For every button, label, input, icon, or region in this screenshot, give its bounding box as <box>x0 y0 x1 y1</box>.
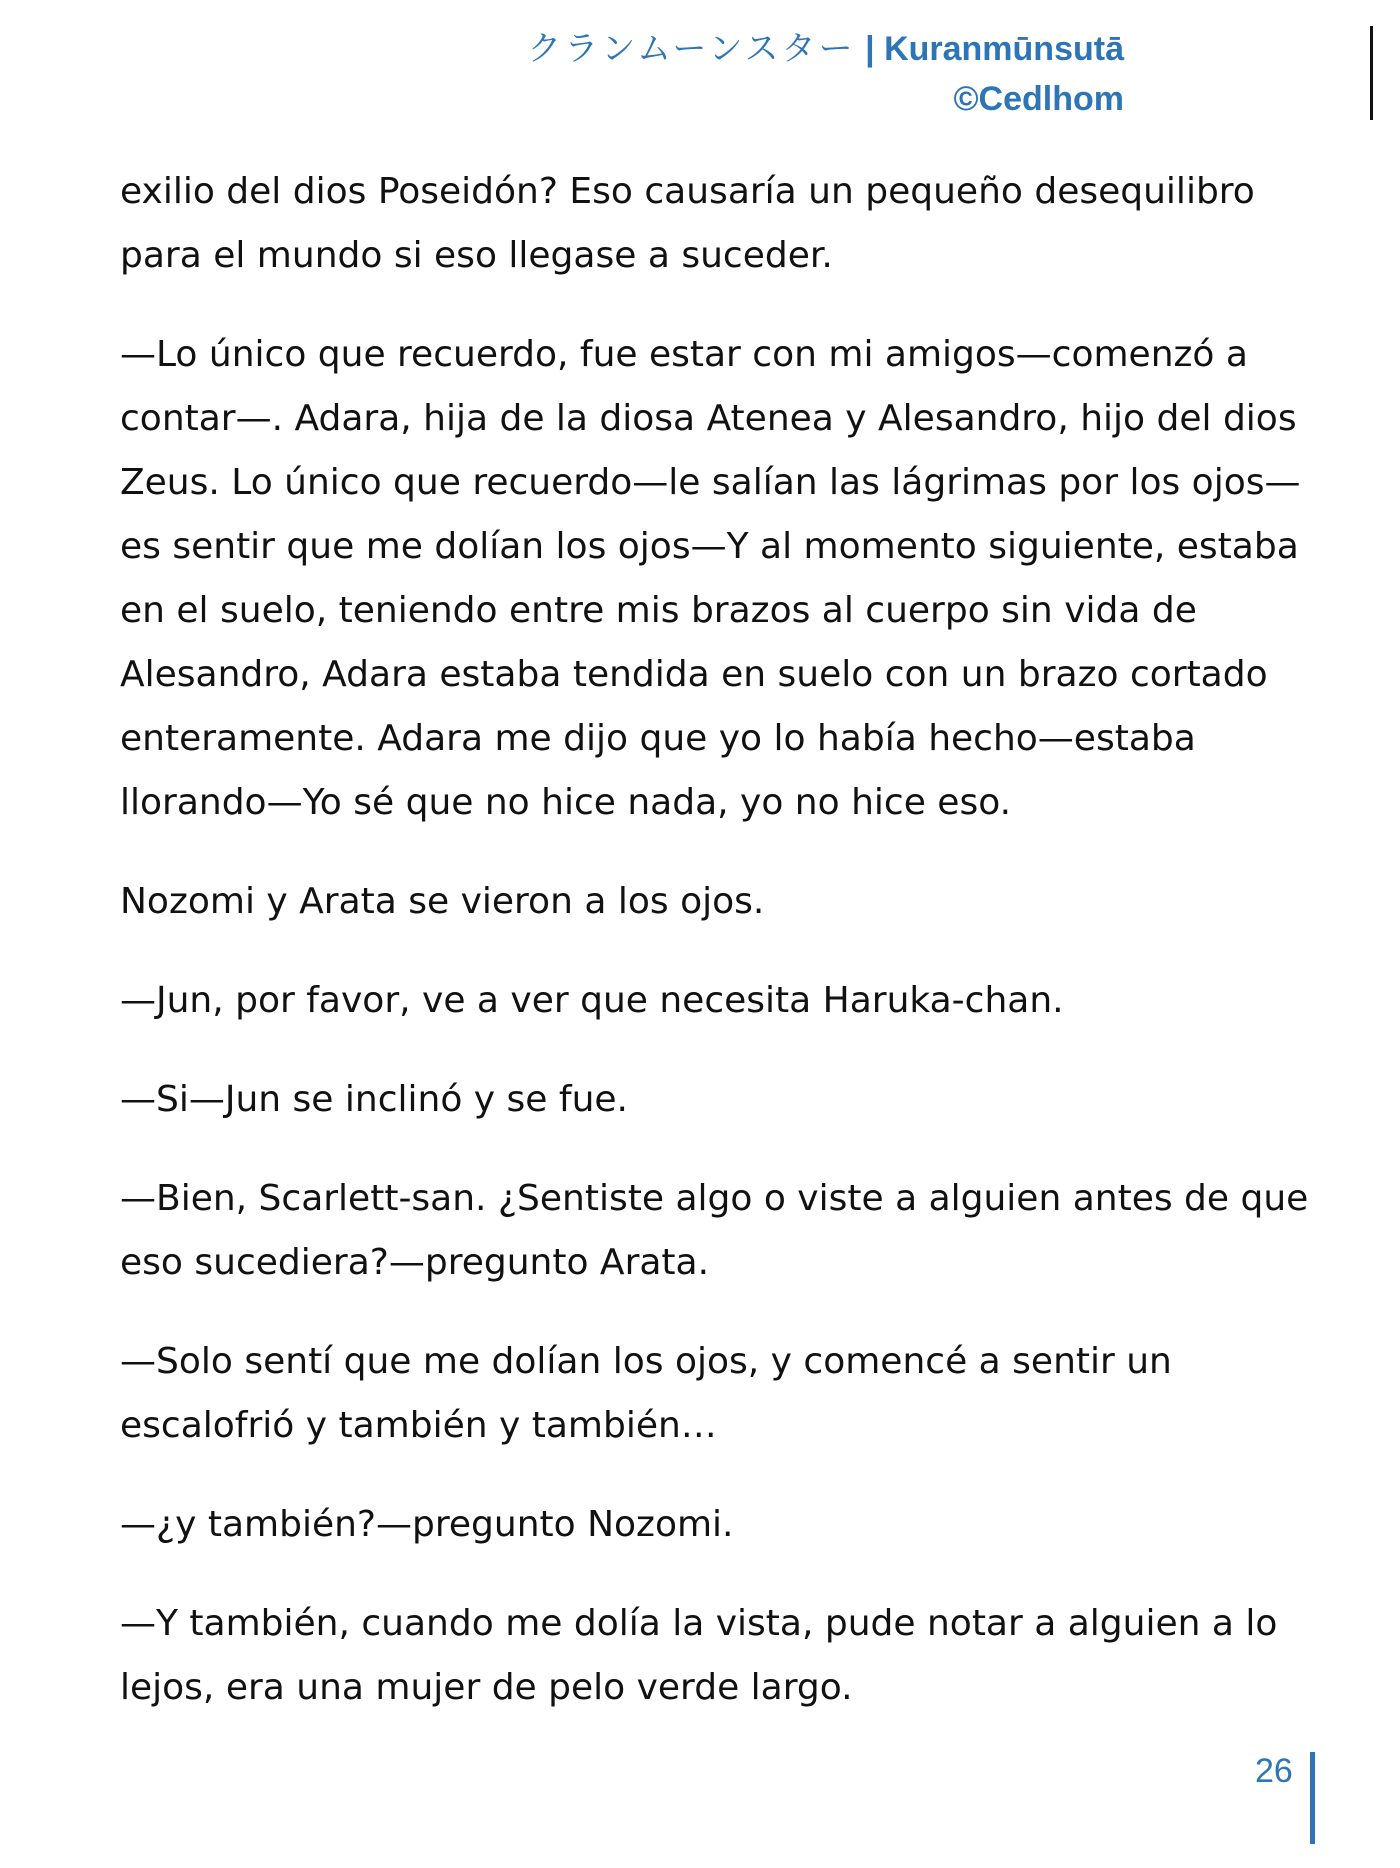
paragraph: —Si—Jun se inclinó y se fue. <box>120 1079 628 1120</box>
header-copyright: ©Cedlhom <box>953 80 1124 118</box>
page-body <box>120 160 1320 1755</box>
paragraph: —Y también, cuando me dolía la vista, pude notar a alguien a lo lejos, era una mujer de pelo verde largo. <box>120 1603 1278 1708</box>
paragraph: Nozomi y Arata se vieron a los ojos. <box>120 881 765 922</box>
paragraph: —Lo único que recuerdo, fue estar con mi amigos—comenzó a contar—. Adara, hija de la diosa Atenea y Alesandro, hijo del dios Zeus. Lo único que recuerdo—le salían las lágrimas por los ojos—es sentir que me dolían los ojos—Y al momento siguiente, estaba en el suelo, teniendo entre mis brazos al cuerpo sin vida de Alesandro, Adara estaba tendida en suelo con un brazo cortado enteramente. Adara me dijo que yo lo había hecho—estaba llorando—Yo sé que no hice nada, yo no hice eso. <box>120 334 1301 823</box>
header-separator: | <box>865 30 875 68</box>
page-number-divider <box>1310 1752 1315 1844</box>
page-header <box>527 24 1124 124</box>
page-number: 26 <box>1255 1752 1293 1790</box>
header-title-line <box>527 24 1124 74</box>
paragraph: —Solo sentí que me dolían los ojos, y comencé a sentir un escalofrió y también y también… <box>120 1341 1172 1446</box>
paragraph: —Jun, por favor, ve a ver que necesita Haruka-chan. <box>120 980 1064 1021</box>
paragraph: —¿y también?—pregunto Nozomi. <box>120 1504 734 1545</box>
paragraph: —Bien, Scarlett-san. ¿Sentiste algo o viste a alguien antes de que eso sucediera?—pregunto Arata. <box>120 1178 1309 1283</box>
header-divider <box>1370 26 1373 120</box>
paragraph: exilio del dios Poseidón? Eso causaría un pequeño desequilibro para el mundo si eso llegase a suceder. <box>120 171 1255 276</box>
header-japanese-title: クランムーンスター <box>527 30 856 68</box>
header-romaji-title: Kuranmūnsutā <box>884 30 1124 68</box>
